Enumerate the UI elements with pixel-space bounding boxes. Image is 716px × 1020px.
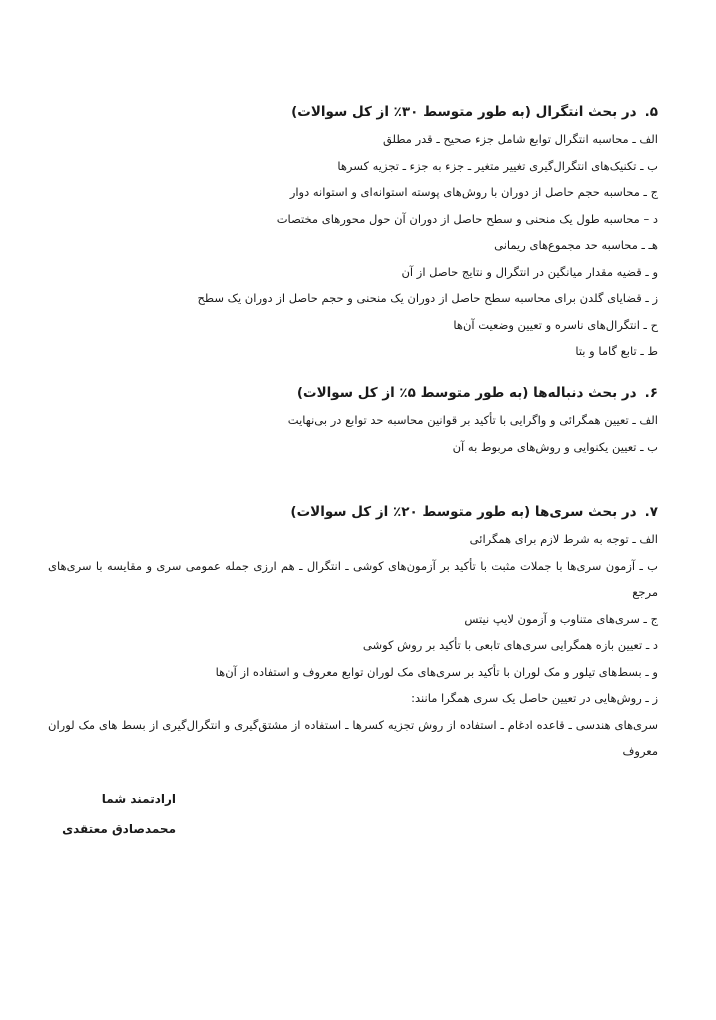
list-item: ط ـ تابع گاما و بتا bbox=[575, 344, 658, 358]
section-title: در بحث سری‌ها (به طور متوسط ۲۰٪ از کل سوالات) bbox=[290, 504, 637, 520]
list-item: ب ـ تعیین یکنوایی و روش‌های مربوط به آن bbox=[452, 439, 658, 454]
section-number: ۵. bbox=[644, 104, 658, 120]
list-item: د ـ تعیین بازه همگرایی سری‌های تابعی با تأکید بر روش کوشی bbox=[362, 638, 658, 652]
list-item: الف ـ محاسبه انتگرال توابع شامل جزء صحیح ـ قدر مطلق bbox=[382, 132, 658, 146]
list-item: سری‌های هندسی ـ قاعده ادغام ـ استفاده از روش تجزیه کسرها ـ استفاده از مشتق‌گیری و انتگرال‌گیری از بسط های مک لوران معروف bbox=[48, 717, 658, 758]
list-item: ح ـ انتگرال‌های ناسره و تعیین وضعیت آن‌ها bbox=[453, 317, 658, 332]
list-item: الف ـ توجه به شرط لازم برای همگرائی bbox=[469, 532, 658, 546]
section-series bbox=[48, 500, 658, 765]
section-heading bbox=[48, 500, 658, 524]
list-item: و ـ قضیه مقدار میانگین در انتگرال و نتایج حاصل از آن bbox=[401, 264, 658, 279]
section-sequences bbox=[48, 381, 658, 460]
signature-name: محمدصادق معتقدی bbox=[62, 822, 176, 836]
section-heading bbox=[48, 100, 658, 124]
list-item: الف ـ تعیین همگرائی و واگرایی با تأکید بر قوانین محاسبه حد توابع در بی‌نهایت bbox=[287, 413, 658, 427]
list-item: ب ـ آزمون سری‌ها با جملات مثبت با تأکید بر آزمون‌های کوشی ـ انتگرال ـ هم ارزی جمله عمومی سری و مقایسه با سری‌های مرجع bbox=[48, 558, 658, 599]
list-item: ج ـ سری‌های متناوب و آزمون لایپ نیتس bbox=[464, 611, 658, 626]
list-item: هـ ـ محاسبه حد مجموع‌های ریمانی bbox=[494, 238, 658, 252]
list-item: ز ـ روش‌هایی در تعیین حاصل یک سری همگرا مانند: bbox=[411, 691, 658, 705]
list-item: و ـ بسط‌های تیلور و مک لوران با تأکید بر سری‌های مک لوران توابع معروف و استفاده از آن‌ها bbox=[215, 664, 658, 679]
signature-closing: ارادتمند شما bbox=[101, 792, 176, 806]
list-item: ب ـ تکنیک‌های انتگرال‌گیری تغییر متغیر ـ جزء به جزء ـ تجزیه کسرها bbox=[337, 158, 658, 173]
section-title: در بحث انتگرال (به طور متوسط ۳۰٪ از کل سوالات) bbox=[291, 104, 637, 120]
list-item: ز ـ قضایای گلدن برای محاسبه سطح حاصل از دوران یک منحنی و حجم حاصل از دوران یک سطح bbox=[197, 291, 658, 305]
section-number: ۶. bbox=[644, 385, 658, 401]
section-integral bbox=[48, 100, 658, 365]
list-item: د – محاسبه طول یک منحنی و سطح حاصل از دوران آن حول محورهای مختصات bbox=[276, 211, 658, 226]
list-item: ج ـ محاسبه حجم حاصل از دوران با روش‌های پوسته استوانه‌ای و استوانه دوار bbox=[289, 185, 658, 199]
section-number: ۷. bbox=[644, 504, 658, 520]
section-title: در بحث دنباله‌ها (به طور متوسط ۵٪ از کل سوالات) bbox=[296, 385, 637, 401]
section-heading bbox=[48, 381, 658, 405]
